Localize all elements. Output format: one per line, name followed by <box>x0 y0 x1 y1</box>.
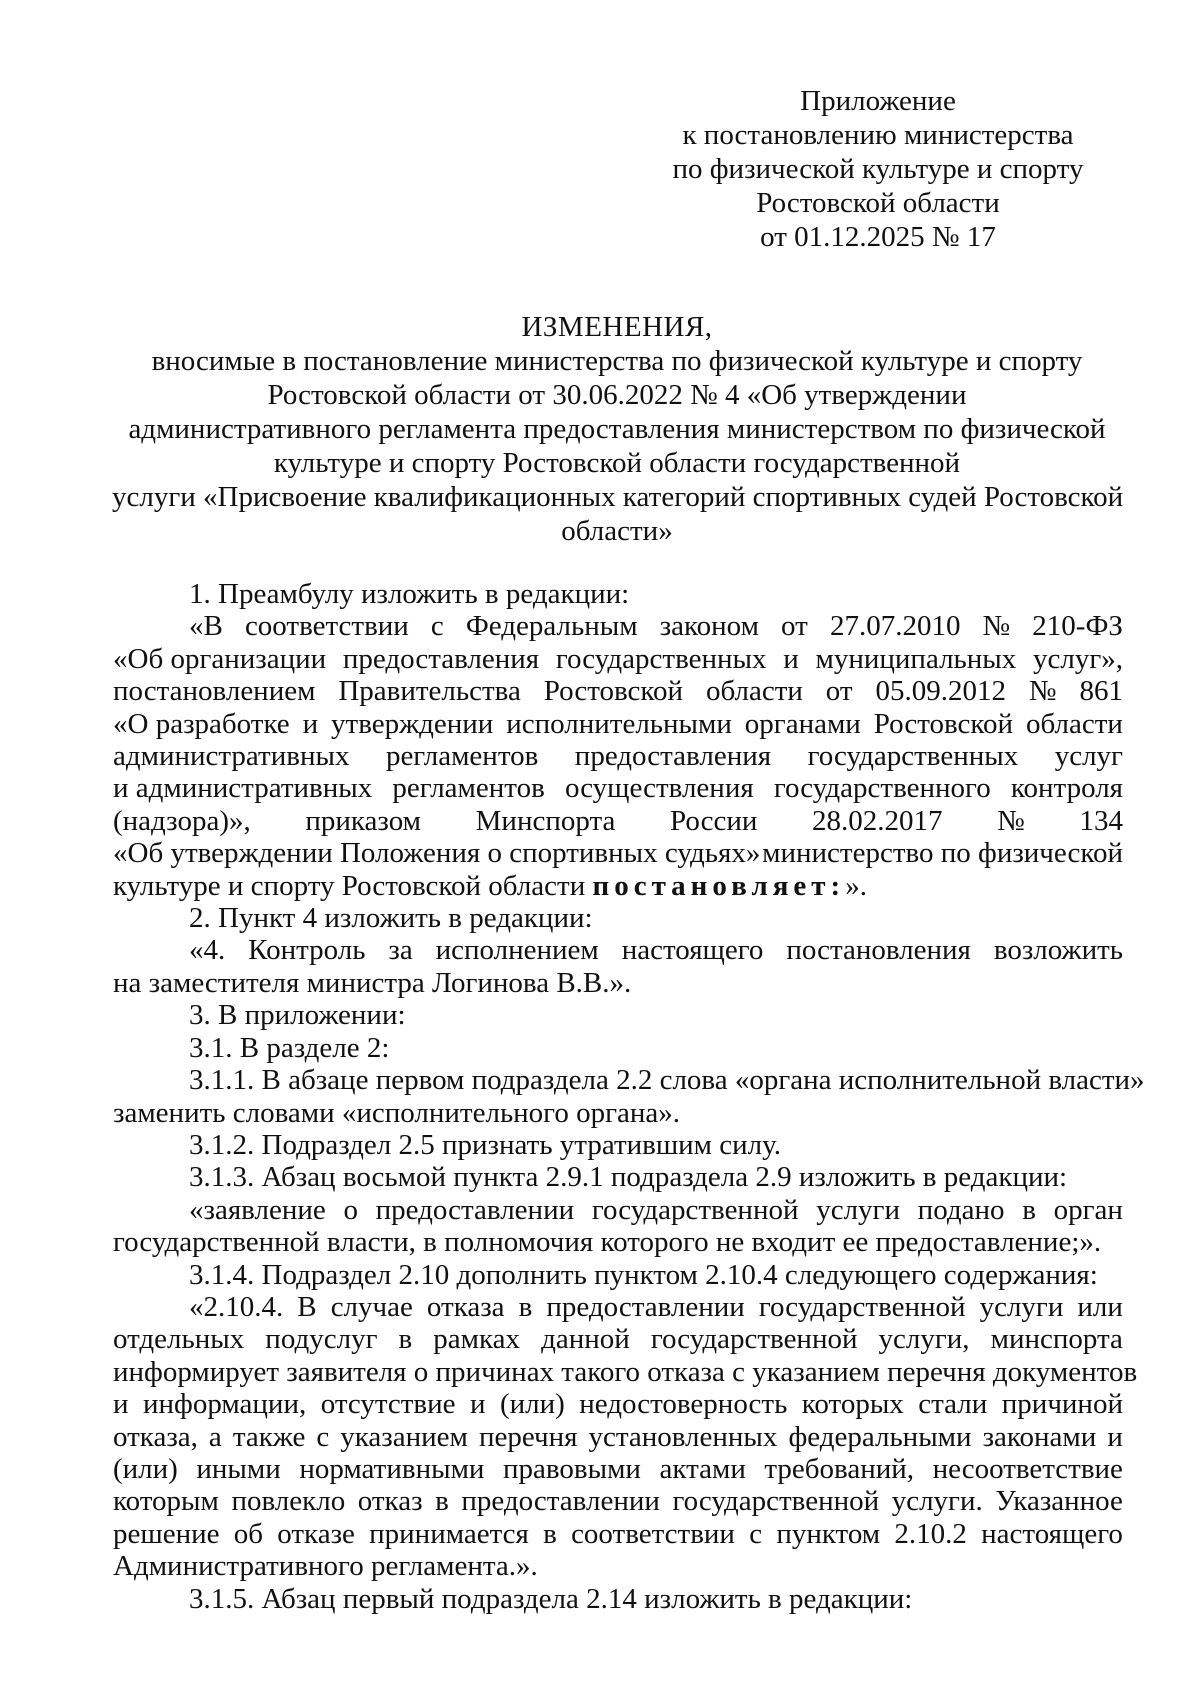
word: 210-ФЗ <box>1032 610 1123 643</box>
word: от <box>781 610 808 643</box>
word: соответствии <box>571 1517 735 1550</box>
word: предоставлении <box>546 1290 745 1323</box>
word: предоставлении <box>375 1193 575 1226</box>
word: Минспорта <box>475 804 616 837</box>
title-line: области» <box>561 515 673 547</box>
word: муниципальных <box>815 642 1017 675</box>
word: отказе <box>277 1517 355 1550</box>
word: а <box>208 1420 222 1453</box>
word: рамках <box>433 1323 521 1356</box>
word: Ростовской <box>543 675 684 708</box>
word: государственного <box>773 772 991 805</box>
paragraph-2: 2. Пункт 4 изложить в редакции: <box>189 902 593 935</box>
justified-line <box>113 1064 1145 1097</box>
justified-line <box>113 1485 1123 1517</box>
word: Контроль <box>248 934 366 967</box>
word: в <box>518 1290 533 1323</box>
word: «О разработке <box>113 707 290 740</box>
word: Ростовской <box>873 707 1014 740</box>
justified-line <box>113 610 1123 642</box>
justified-line <box>113 1453 1123 1485</box>
word: отказа <box>426 1290 505 1323</box>
word: с <box>316 1420 330 1453</box>
word: решение <box>113 1517 220 1550</box>
word: постановлением <box>113 675 316 708</box>
word: отказа, <box>113 1420 198 1453</box>
word: случае <box>330 1290 413 1323</box>
word: регламентов <box>392 772 545 805</box>
justified-line <box>113 1291 1123 1323</box>
appendix-line: от 01.12.2025 № 17 <box>760 221 996 253</box>
justified-line <box>113 837 1123 869</box>
word: возложить <box>993 934 1123 967</box>
word: услуги. <box>891 1485 983 1518</box>
word: иными <box>196 1452 281 1485</box>
word: 28.02.2017 <box>812 804 943 837</box>
word: 861 <box>1079 675 1123 708</box>
word: в <box>543 1517 557 1550</box>
word: «4. <box>189 934 226 967</box>
word: о <box>343 1193 358 1226</box>
word: (или) <box>113 1452 178 1485</box>
word: государственных <box>555 642 767 675</box>
word: регламентов <box>385 740 539 773</box>
word: соответствии <box>244 610 409 643</box>
word: федеральными <box>788 1420 972 1453</box>
word: «2.10.4. <box>189 1290 284 1323</box>
word: минспорта <box>990 1323 1123 1356</box>
word: области <box>705 675 803 708</box>
word: государственной <box>758 1290 966 1323</box>
title-line: Ростовской области от 30.06.2022 № 4 «Об утверждении <box>267 379 967 411</box>
word: государственной <box>650 1323 858 1356</box>
preamble-end-text: культуре и спорту Ростовской области <box>113 869 593 902</box>
appendix-line: по физической культуре и спорту <box>672 153 1084 185</box>
word: законами <box>982 1420 1097 1453</box>
word: орган <box>1053 1193 1123 1226</box>
paragraph-3-1-5: 3.1.5. Абзац первый подраздела 2.14 изложить в редакции: <box>189 1582 913 1615</box>
word: настоящего <box>981 1517 1123 1550</box>
title-heading: ИЗМЕНЕНИЯ, <box>521 311 713 343</box>
word: и <box>783 642 799 675</box>
word: подано <box>917 1193 1005 1226</box>
word: информации, <box>143 1388 307 1421</box>
word: и <box>1107 1420 1123 1453</box>
word: государственных <box>807 740 1019 773</box>
word: нормативными <box>299 1452 485 1485</box>
word: об <box>233 1517 263 1550</box>
justified-line <box>113 805 1123 837</box>
word: осуществления <box>564 772 754 805</box>
word: также <box>232 1420 306 1453</box>
word: предоставления <box>574 740 772 773</box>
word: указанием <box>340 1420 468 1453</box>
word: за <box>388 934 413 967</box>
word: подуслуг <box>265 1323 378 1356</box>
word: от <box>825 675 853 708</box>
word: причиной <box>1001 1388 1123 1421</box>
word: в <box>435 1485 449 1518</box>
paragraph-3: 3. В приложении: <box>189 999 406 1032</box>
justified-line <box>113 934 1123 966</box>
word: повлекло <box>231 1485 346 1518</box>
justified-line <box>113 675 1123 707</box>
word: перечня <box>478 1420 578 1453</box>
word: предоставления <box>342 642 540 675</box>
word: органами <box>744 707 861 740</box>
appendix-header <box>662 84 1094 254</box>
title-line: культуре и спорту Ростовской области государственной <box>273 447 961 479</box>
word: государственной <box>672 1485 880 1518</box>
word: России <box>670 804 758 837</box>
justified-line <box>113 1194 1123 1226</box>
paragraph-3-1-4: 3.1.4. Подраздел 2.10 дополнить пунктом 2.10.4 следующего содержания: <box>189 1258 1098 1291</box>
word: несоответствие <box>932 1452 1123 1485</box>
word: и <box>113 1388 129 1421</box>
word: 27.07.2010 <box>829 610 961 643</box>
word: которых <box>801 1388 904 1421</box>
word: административных <box>113 740 350 773</box>
word: услуги, <box>878 1323 970 1356</box>
word: услуг», <box>1033 642 1123 675</box>
justified-line <box>113 740 1123 772</box>
word: информирует заявителя о причинах такого отказа с указанием перечня документов <box>113 1355 1138 1388</box>
word: постановления <box>786 934 971 967</box>
text-line: государственной власти, в полномочия которого не входит ее предоставление;». <box>113 1226 1102 1259</box>
word: стали <box>918 1388 988 1421</box>
word: пунктом <box>776 1517 881 1550</box>
word: утверждении <box>331 707 494 740</box>
word: № <box>982 610 1011 643</box>
word: 05.09.2012 <box>875 675 1006 708</box>
title-line: вносимые в постановление министерства по физической культуре и спорту <box>151 345 1083 377</box>
word: государственной <box>591 1193 799 1226</box>
justified-line <box>113 1323 1123 1355</box>
appendix-line: Ростовской области <box>756 187 1000 219</box>
appendix-line: Приложение <box>800 85 956 117</box>
justified-line <box>113 1355 1138 1388</box>
word: «заявление <box>189 1193 326 1226</box>
word: правовыми <box>503 1452 641 1485</box>
justified-line <box>113 708 1123 740</box>
word: и <box>302 707 319 740</box>
word: № <box>1028 675 1057 708</box>
text-line: на заместителя министра Логинова В.В.». <box>113 966 632 999</box>
word: услуги <box>816 1193 900 1226</box>
word: 2.10.2 <box>894 1517 967 1550</box>
preamble-end-punct: ». <box>845 869 867 902</box>
word: предоставлении <box>461 1485 660 1518</box>
word: требований, <box>764 1452 915 1485</box>
word: услуг <box>1054 740 1123 773</box>
paragraph-3-1: 3.1. В разделе 2: <box>189 1031 390 1064</box>
justified-line <box>113 1421 1123 1453</box>
word: министерство по физической <box>762 837 1123 870</box>
word: отсутствие <box>320 1388 456 1421</box>
resolves-word: постановляет: <box>592 869 846 902</box>
word: которым <box>113 1485 219 1518</box>
word: принимается <box>369 1517 529 1550</box>
word: «В <box>189 610 223 643</box>
word: актами <box>659 1452 746 1485</box>
word: исполнением <box>435 934 599 967</box>
word: (надзора)», <box>113 804 251 837</box>
word: «Об организации <box>113 642 327 675</box>
word: отдельных <box>113 1323 245 1356</box>
word: установленных <box>588 1420 778 1453</box>
word: Федеральным <box>465 610 638 643</box>
preamble-end-line <box>113 870 1123 902</box>
document-title <box>112 310 1122 548</box>
appendix-line: к постановлению министерства <box>682 119 1074 151</box>
text-line: заменить словами «исполнительного органа». <box>113 1096 681 1129</box>
word: Указанное <box>995 1485 1123 1518</box>
word: и <box>469 1388 486 1421</box>
word: (или) <box>499 1388 565 1421</box>
document-body <box>113 578 1145 1615</box>
title-line: услуги «Присвоение квалификационных категорий спортивных судей Ростовской <box>112 481 1124 513</box>
word: данной <box>541 1323 630 1356</box>
word: с <box>749 1517 763 1550</box>
paragraph-3-1-2: 3.1.2. Подраздел 2.5 признать утратившим силу. <box>189 1128 781 1161</box>
word: или <box>1077 1290 1123 1323</box>
word: области <box>1025 707 1123 740</box>
paragraph-3-1-3: 3.1.3. Абзац восьмой пункта 2.9.1 подраздела 2.9 изложить в редакции: <box>189 1161 1068 1194</box>
word: отказ <box>357 1485 423 1518</box>
word: исполнительными <box>506 707 732 740</box>
word: № <box>997 804 1025 837</box>
word: услуги <box>979 1290 1064 1323</box>
word: приказом <box>305 804 422 837</box>
word: и административных <box>113 772 373 805</box>
word: «Об утверждении Положения о спортивных судьях» <box>113 837 761 870</box>
text-line: Административного регламента.». <box>113 1550 538 1583</box>
word: В <box>297 1290 317 1323</box>
word: 3.1.1. В абзаце первом подраздела 2.2 слова «органа исполнительной власти» <box>189 1064 1145 1097</box>
word: контроля <box>1010 772 1123 805</box>
paragraph-1: 1. Преамбулу изложить в редакции: <box>189 578 630 610</box>
justified-line <box>113 1388 1123 1420</box>
justified-line <box>113 643 1123 675</box>
word: Правительства <box>338 675 521 708</box>
word: 134 <box>1079 804 1123 837</box>
word: в <box>398 1323 413 1356</box>
justified-line <box>113 772 1123 804</box>
title-line: административного регламента предоставления министерством по физической <box>128 413 1106 445</box>
justified-line <box>113 1518 1123 1550</box>
word: в <box>1022 1193 1036 1226</box>
word: законом <box>659 610 759 643</box>
word: с <box>430 610 444 643</box>
word: недостоверность <box>579 1388 788 1421</box>
word: настоящего <box>621 934 764 967</box>
